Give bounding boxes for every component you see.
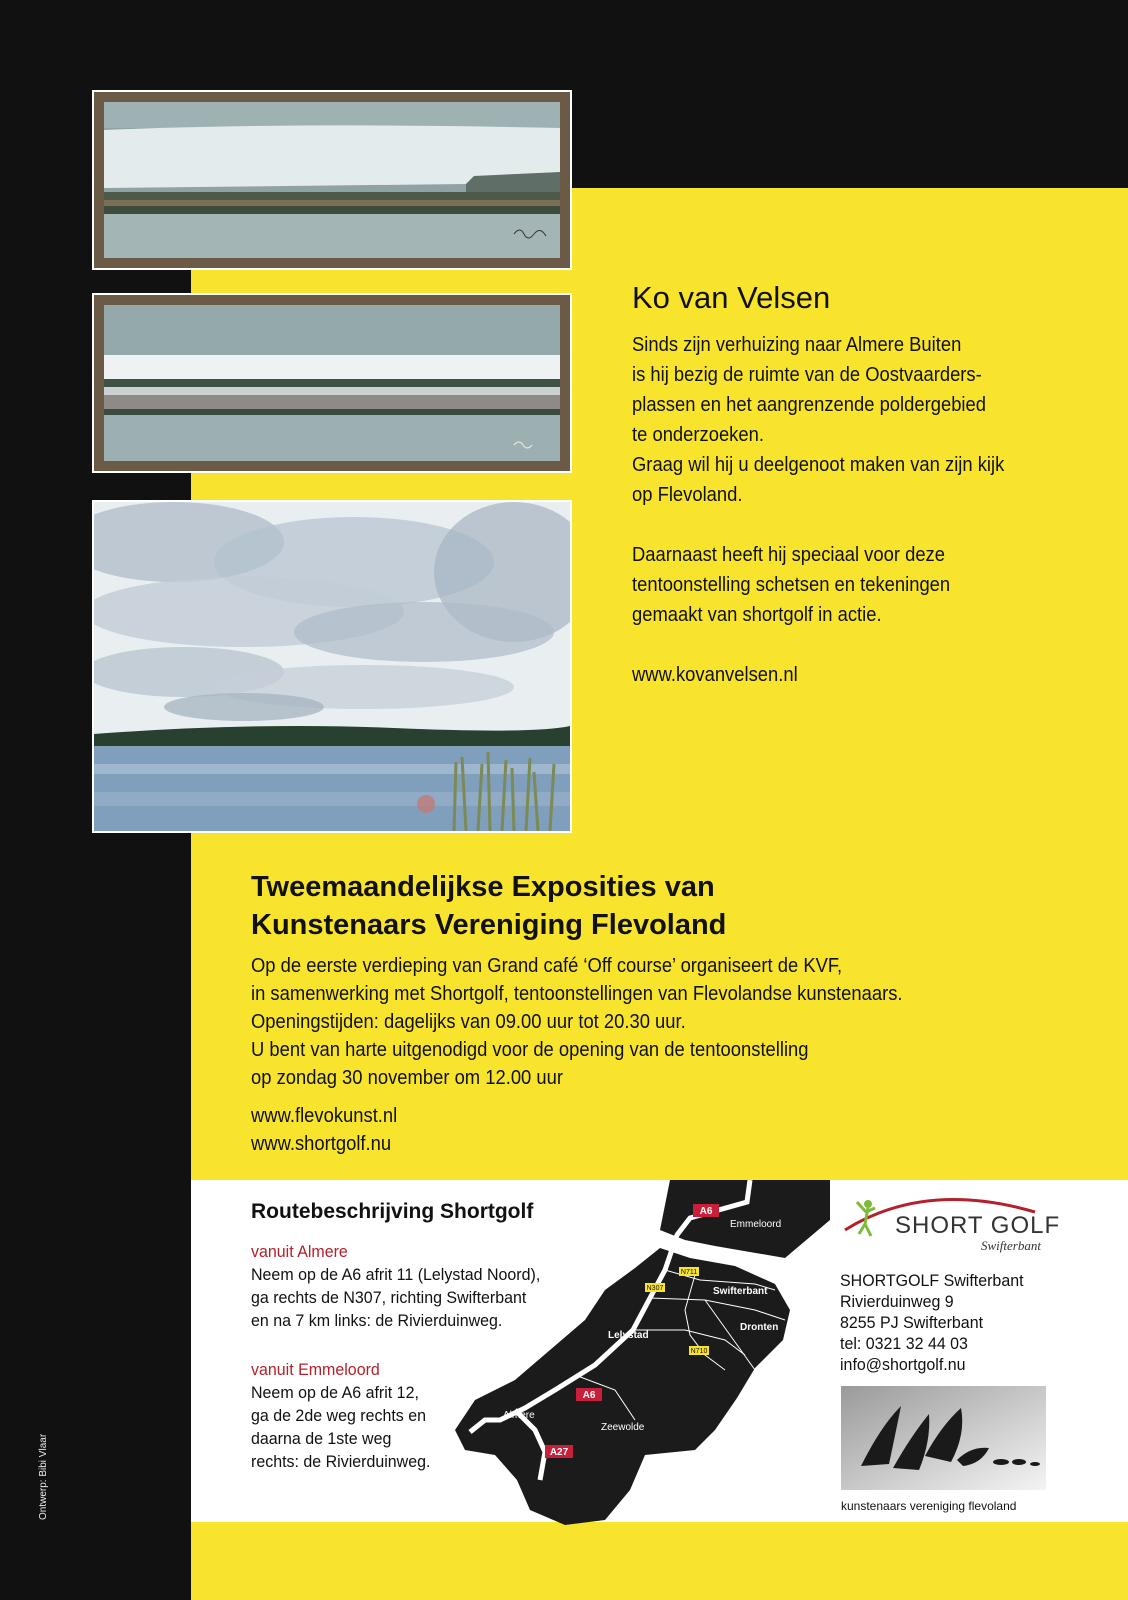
heading-line: Tweemaandelijkse Exposities van bbox=[251, 871, 715, 903]
design-credit: Ontwerp: Bibi Vlaar bbox=[38, 1433, 49, 1520]
contact-line: 8255 PJ Swifterbant bbox=[840, 1313, 984, 1332]
contact-line: SHORTGOLF Swifterbant bbox=[840, 1271, 1024, 1290]
a6-top-label: A6 bbox=[699, 1206, 713, 1217]
n711-label: N711 bbox=[680, 1269, 698, 1276]
bio-line: Daarnaast heeft hij speciaal voor deze bbox=[632, 544, 946, 566]
exposition-info bbox=[251, 952, 903, 1092]
map-place-swifterbant: Swifterbant bbox=[713, 1286, 768, 1297]
artist-website[interactable]: www.kovanvelsen.nl bbox=[632, 664, 798, 686]
a27-label: A27 bbox=[549, 1447, 569, 1458]
bio-line: is hij bezig de ruimte van de Oostvaarders- bbox=[632, 364, 982, 386]
artist-bio bbox=[632, 330, 1028, 720]
n307-label: N307 bbox=[646, 1285, 664, 1292]
bio-line: tentoonstelling schetsen en tekeningen bbox=[632, 574, 951, 596]
info-line: Op de eerste verdieping van Grand café ‘Off course’ organiseert de KVF, bbox=[251, 955, 843, 977]
contact-line: Rivierduinweg 9 bbox=[840, 1292, 954, 1311]
route-subheading: vanuit Almere bbox=[251, 1242, 348, 1261]
shortgolf-logo-text: SHORT GOLF bbox=[895, 1212, 1061, 1239]
watercolor-painting bbox=[92, 500, 572, 833]
shortgolf-contact bbox=[840, 1270, 1024, 1375]
bio-line: Graag wil hij u deelgenoot maken van zijn kijk bbox=[632, 454, 1005, 476]
map-place-lelystad: Lelystad bbox=[608, 1330, 649, 1341]
exposition-heading bbox=[251, 868, 726, 944]
map-place-zeewolde: Zeewolde bbox=[601, 1422, 645, 1433]
bio-line: Sinds zijn verhuizing naar Almere Buiten bbox=[632, 334, 962, 356]
bio-paragraph-1 bbox=[632, 330, 1028, 510]
bio-paragraph-2 bbox=[632, 540, 1028, 630]
info-line: Openingstijden: dagelijks van 09.00 uur tot 20.30 uur. bbox=[251, 1011, 686, 1033]
kvf-logo-caption: kunstenaars vereniging flevoland bbox=[841, 1499, 1017, 1513]
route-line: ga rechts de N307, richting Swifterbant bbox=[251, 1288, 527, 1307]
route-map bbox=[455, 1180, 830, 1525]
info-line: U bent van harte uitgenodigd voor de opening van de tentoonstelling bbox=[251, 1039, 809, 1061]
a6-mid-label: A6 bbox=[582, 1390, 596, 1401]
info-line: op zondag 30 november om 12.00 uur bbox=[251, 1067, 563, 1089]
bio-line: plassen en het aangrenzende poldergebied bbox=[632, 394, 986, 416]
route-title: Routebeschrijving Shortgolf bbox=[251, 1200, 534, 1223]
info-line: in samenwerking met Shortgolf, tentoonstellingen van Flevolandse kunstenaars. bbox=[251, 983, 903, 1005]
map-place-dronten: Dronten bbox=[740, 1322, 779, 1333]
contact-email[interactable]: info@shortgolf.nu bbox=[840, 1355, 966, 1374]
painting-landscape-2 bbox=[92, 293, 572, 473]
shortgolf-link[interactable]: www.shortgolf.nu bbox=[251, 1133, 392, 1155]
map-place-emmeloord: Emmeloord bbox=[730, 1219, 782, 1230]
route-line: en na 7 km links: de Rivierduinweg. bbox=[251, 1311, 503, 1330]
bio-line: te onderzoeken. bbox=[632, 424, 764, 446]
route-line: rechts: de Rivierduinweg. bbox=[251, 1452, 431, 1471]
route-line: Neem op de A6 afrit 11 (Lelystad Noord), bbox=[251, 1265, 541, 1284]
painting-landscape-1 bbox=[92, 90, 572, 270]
route-line: Neem op de A6 afrit 12, bbox=[251, 1383, 419, 1402]
route-subheading: vanuit Emmeloord bbox=[251, 1360, 380, 1379]
route-line: ga de 2de weg rechts en bbox=[251, 1406, 427, 1425]
kvf-logo bbox=[841, 1386, 1046, 1513]
contact-phone[interactable]: tel: 0321 32 44 03 bbox=[840, 1334, 968, 1353]
map-place-almere: Almere bbox=[503, 1410, 535, 1421]
bio-line: op Flevoland. bbox=[632, 484, 743, 506]
kvf-logo-icon bbox=[841, 1386, 1046, 1490]
exposition-links bbox=[251, 1102, 397, 1158]
route-line: daarna de 1ste weg bbox=[251, 1429, 392, 1448]
shortgolf-logo-sub: Swifterbant bbox=[981, 1238, 1041, 1253]
route-from-emmeloord bbox=[251, 1358, 430, 1473]
artist-name: Ko van Velsen bbox=[632, 280, 831, 315]
shortgolf-logo bbox=[835, 1190, 1065, 1260]
flevokunst-link[interactable]: www.flevokunst.nl bbox=[251, 1105, 398, 1127]
bio-line: gemaakt van shortgolf in actie. bbox=[632, 604, 882, 626]
n710-label: N710 bbox=[690, 1348, 708, 1355]
heading-line: Kunstenaars Vereniging Flevoland bbox=[251, 909, 727, 941]
